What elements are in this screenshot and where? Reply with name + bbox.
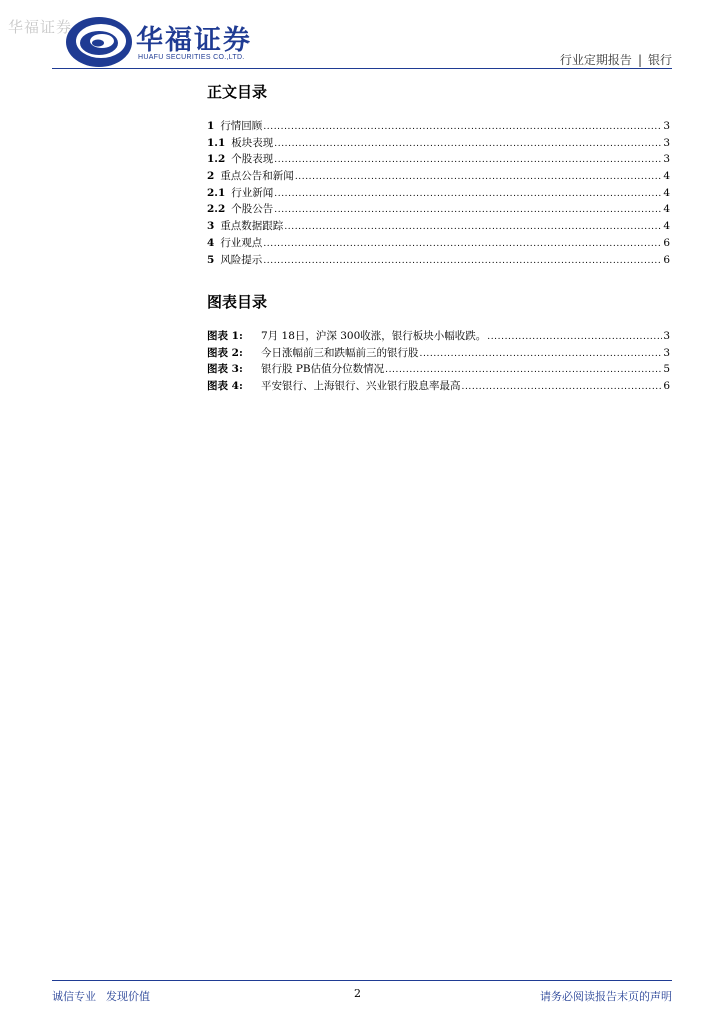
toc-item-number: 2.2 [207,203,226,216]
footer-slogan [52,988,150,1004]
toc-item-page: 6 [663,236,670,249]
dot-leader [295,172,663,182]
figure-item[interactable] [207,328,670,345]
toc-item-page: 3 [663,153,670,166]
dot-leader [263,122,662,132]
toc-item-number: 2.1 [207,186,226,199]
toc-item-page: 4 [663,203,670,216]
report-category [560,51,672,68]
figure-list [207,328,670,395]
company-logo [64,14,274,70]
toc-item-page: 6 [663,253,670,266]
toc-item-label: 重点数据跟踪 [220,220,284,233]
watermark: 华福证券 [8,18,73,36]
logo-chinese-name: 华福证券 [136,25,252,56]
toc-item-label: 行情回顾 [220,120,263,132]
toc-item-number: 3 [207,220,215,233]
dot-leader [385,365,662,375]
toc-item[interactable] [207,168,670,185]
figure-item[interactable] [207,345,670,362]
toc-item[interactable] [207,118,670,135]
toc-item[interactable] [207,185,670,202]
figure-item-label: 今日涨幅前三和跌幅前三的银行股 [261,346,419,359]
toc-item-page: 4 [663,186,670,199]
figure-item-page: 3 [663,346,670,359]
dot-leader [263,239,662,249]
toc-item-label: 行业观点 [220,236,263,249]
figure-item-label: 银行股 PB估值分位数情况 [261,363,385,376]
figure-item-number: 图表 3: [207,363,243,376]
toc-item-number: 1.2 [207,153,226,166]
toc-item[interactable] [207,218,670,235]
toc-item-number: 4 [207,236,215,249]
figure-item-number: 图表 4: [207,380,243,393]
toc-item-page: 3 [663,120,670,132]
toc-item-number: 5 [207,253,215,266]
toc-item-label: 个股公告 [231,203,274,216]
toc-item-label: 重点公告和新闻 [220,170,294,183]
figure-item-label: 7月 18日，沪深 300收涨，银行板块小幅收跌。 [261,330,487,342]
figure-item-number: 图表 2: [207,346,243,359]
footer-divider [52,980,672,981]
toc-item[interactable] [207,135,670,152]
dot-leader [263,256,662,266]
footer-slogan-2: 发现价值 [106,990,150,1003]
header-divider [52,68,672,69]
toc-item-number: 1.1 [207,136,226,149]
toc-item-page: 4 [663,220,670,233]
dot-leader [274,155,662,165]
toc-item-page: 4 [663,170,670,183]
header-separator: | [637,53,642,67]
figure-item[interactable] [207,361,670,378]
toc-item-number: 2 [207,170,215,183]
toc-list [207,118,670,268]
dot-leader [274,189,662,199]
toc-item-label: 板块表现 [231,136,274,149]
toc-item[interactable] [207,151,670,168]
toc-item-label: 行业新闻 [231,186,274,199]
report-type: 行业定期报告 [559,53,632,67]
figure-item-number: 图表 1: [207,330,243,342]
toc-item[interactable] [207,201,670,218]
industry-label: 银行 [647,53,672,67]
footer-disclaimer: 请务必阅读报告末页的声明 [540,990,672,1003]
logo-english-name: HUAFU SECURITIES CO.,LTD. [138,54,245,61]
dot-leader [420,349,663,359]
figure-item-label: 平安银行、上海银行、兴业银行股息率最高 [261,380,461,393]
dot-leader [284,222,662,232]
dot-leader [462,382,663,392]
toc-item-page: 3 [663,136,670,149]
logo-swirl-icon [64,14,134,70]
dot-leader [274,139,662,149]
figure-item[interactable] [207,378,670,395]
dot-leader [274,205,662,215]
dot-leader [487,332,662,342]
figure-item-page: 5 [663,363,670,376]
toc-item[interactable] [207,252,670,269]
footer-slogan-1: 诚信专业 [52,990,96,1003]
toc-title: 正文目录 [207,83,268,101]
toc-item-number: 1 [207,120,215,132]
toc-item-label: 风险提示 [220,253,263,266]
toc-item-label: 个股表现 [231,153,274,166]
figure-item-page: 6 [663,380,670,393]
figure-item-page: 3 [663,330,670,342]
figure-list-title: 图表目录 [207,293,268,311]
toc-item[interactable] [207,235,670,252]
page-number: 2 [354,987,361,1000]
